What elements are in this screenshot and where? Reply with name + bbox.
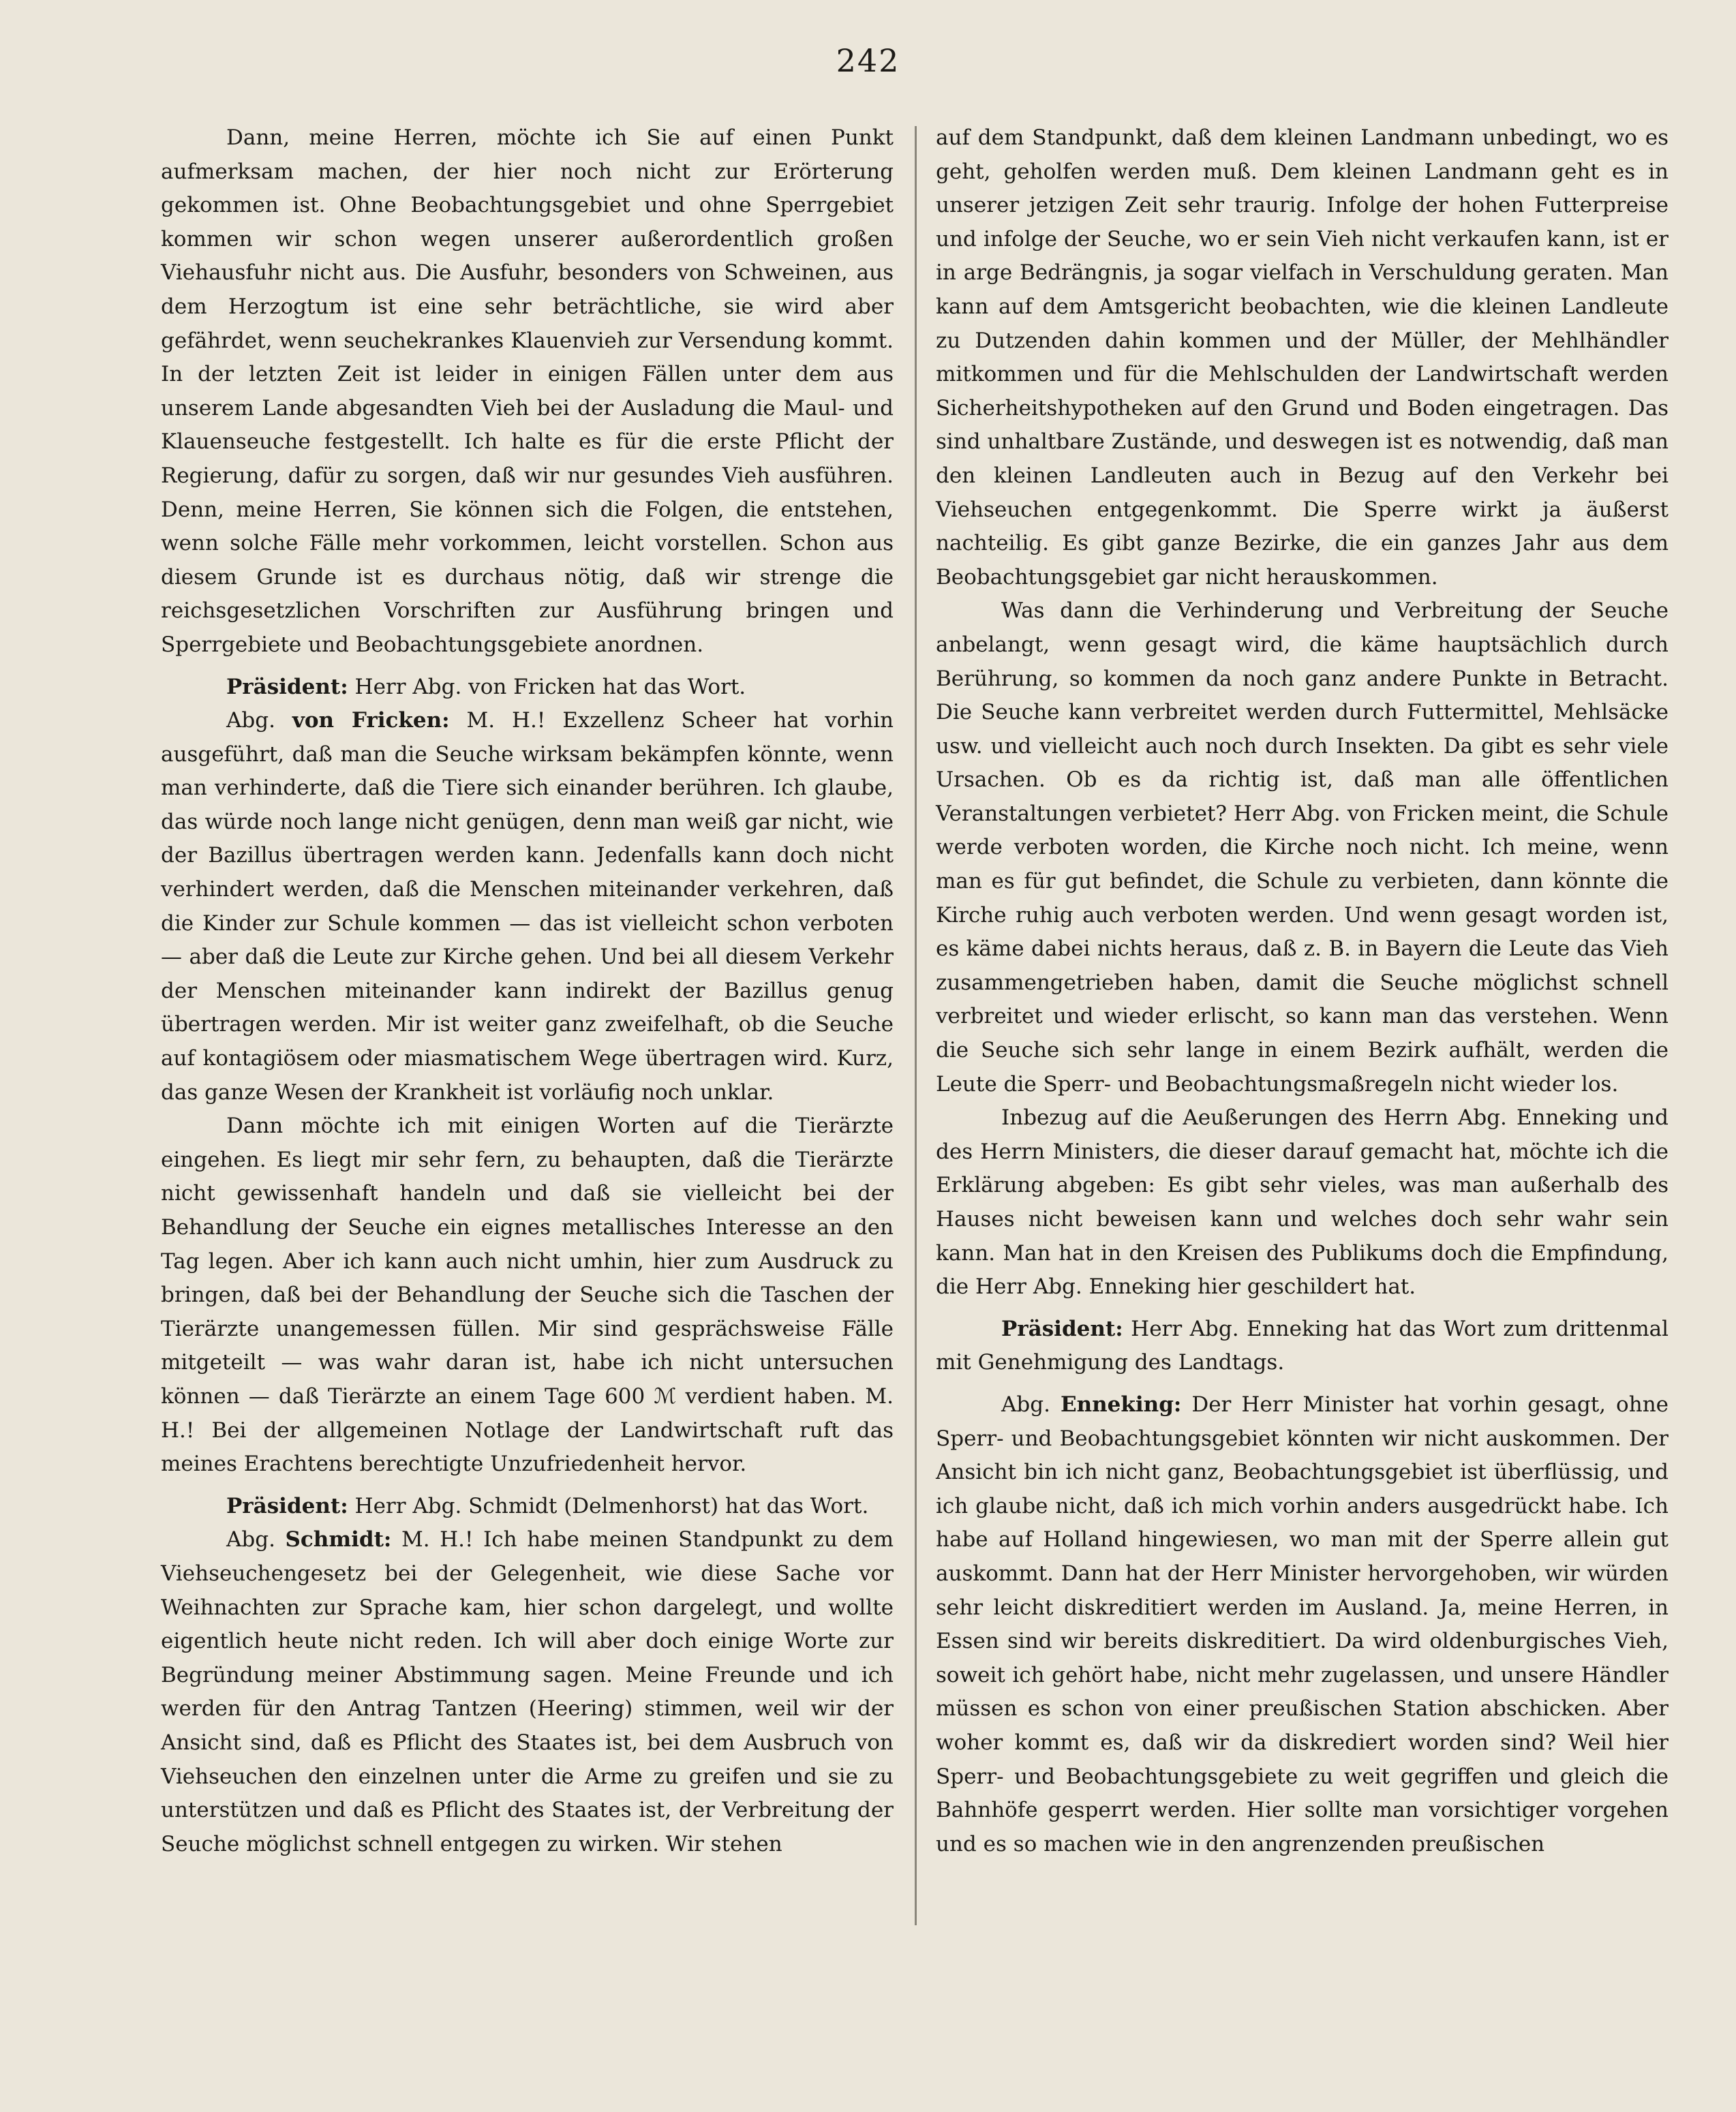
paragraph: Was dann die Verhinderung und Verbreitung der Seuche anbelangt, wenn gesagt wird, die käme hauptsächlich durch Berührung, so kommen da noch ganz andere Punkte in Betracht. Die Seuche kann verbreitet werden durch Futtermittel, Mehlsäcke usw. und vielleicht auch noch durch Insekten. Da gibt es sehr viele Ursachen. Ob es da richtig ist, daß man alle öffentlichen Veranstaltungen verbietet? Herr Abg. von Fricken meint, die Schule werde verboten worden, die Kirche noch nicht. Ich meine, wenn man es für gut befindet, die Schule zu verbieten, dann könnte die Kirche ruhig auch verboten werden. Und wenn gesagt worden ist, es käme dabei nichts heraus, daß z. B. in Bayern die Leute das Vieh zusammengetrieben haben, damit die Seuche möglichst schnell verbreitet und wieder erlischt, so kann man das verstehen. Wenn die Seuche sich sehr lange in einem Bezirk aufhält, werden die Leute die Sperr- und Beobachtungsmaßregeln nicht wieder los. xyxy=(936,598,1669,1097)
right-column xyxy=(936,121,1669,1861)
paragraph: Inbezug auf die Aeußerungen des Herrn Abg. Enneking und des Herrn Ministers, die dieser darauf gemacht hat, möchte ich die Erklärung abgeben: Es gibt sehr vieles, was man außerhalb des Hauses nicht beweisen kann und welches doch sehr wahr sein kann. Man hat in den Kreisen des Publikums doch die Empfindung, die Herr Abg. Enneking hier geschildert hat. xyxy=(936,1105,1669,1300)
speaker-name: Präsident: xyxy=(1001,1316,1123,1341)
speech-paragraph xyxy=(161,704,894,1109)
speech-text: Herr Abg. von Fricken hat das Wort. xyxy=(354,674,746,699)
speaker-prefix: Abg. xyxy=(226,1527,275,1552)
speech-text: Herr Abg. Schmidt (Delmenhorst) hat das Wort. xyxy=(354,1493,869,1518)
speaker-prefix: Abg. xyxy=(1001,1392,1050,1417)
left-column xyxy=(161,121,894,1861)
speech-text: Der Herr Minister hat vorhin gesagt, ohne Sperr- und Beobachtungsgebiet könnten wir nicht auskommen. Der Ansicht bin ich nicht ganz, Beobachtungsgebiet ist überflüssig, und ich glaube nicht, daß ich mich vorhin anders ausgedrückt habe. Ich habe auf Holland hingewiesen, wo man mit der Sperre allein gut auskommt. Dann hat der Herr Minister hervorgehoben, wir würden sehr leicht diskreditiert werden im Ausland. Ja, meine Herren, in Essen sind wir bereits diskreditiert. Da wird oldenburgisches Vieh, soweit ich gehört habe, nicht mehr zugelassen, und unsere Händler müssen es schon von einer preußischen Station abschicken. Aber woher kommt es, daß wir da diskrediert worden sind? Weil hier Sperr- und Beobachtungsgebiete zu weit gegriffen und gleich die Bahnhöfe gesperrt werden. Hier sollte man vorsichtiger vorgehen und es so machen wie in den angrenzenden preußischen xyxy=(936,1392,1669,1856)
speaker-prefix: Abg. xyxy=(226,708,275,733)
speech-paragraph xyxy=(936,1388,1669,1861)
speech-text: Herr Abg. Enneking hat das Wort zum drittenmal mit Genehmigung des Landtags. xyxy=(936,1316,1669,1375)
page-number: 242 xyxy=(836,42,900,79)
speaker-name: Schmidt: xyxy=(285,1527,392,1552)
speech-paragraph xyxy=(161,1490,894,1524)
speech-paragraph xyxy=(161,1523,894,1861)
speaker-name: von Fricken: xyxy=(292,708,450,733)
speech-text: M. H.! Ich habe meinen Standpunkt zu dem Viehseuchengesetz bei der Gelegenheit, wie diese Sache vor Weihnachten zur Sprache kam, hier schon dargelegt, und wollte eigentlich heute nicht reden. Ich will aber doch einige Worte zur Begründung meiner Abstimmung sagen. Meine Freunde und ich werden für den Antrag Tantzen (Heering) stimmen, weil wir der Ansicht sind, daß es Pflicht des Staates ist, bei dem Ausbruch von Viehseuchen den einzelnen unter die Arme zu greifen und sie zu unterstützen und daß es Pflicht des Staates ist, der Verbreitung der Seuche möglichst schnell entgegen zu wirken. Wir stehen xyxy=(161,1527,894,1856)
speaker-name: Enneking: xyxy=(1060,1392,1182,1417)
speaker-name: Präsident: xyxy=(226,1493,348,1518)
paragraph: Dann, meine Herren, möchte ich Sie auf einen Punkt aufmerksam machen, der hier noch nicht zur Erörterung gekommen ist. Ohne Beobachtungsgebiet und ohne Sperrgebiet kommen wir schon wegen unserer außerordentlich großen Viehausfuhr nicht aus. Die Ausfuhr, besonders von Schweinen, aus dem Herzogtum ist eine sehr beträchtliche, sie wird aber gefährdet, wenn seuchekrankes Klauenvieh zur Versendung kommt. In der letzten Zeit ist leider in einigen Fällen unter dem aus unserem Lande abgesandten Vieh bei der Ausladung die Maul- und Klauenseuche festgestellt. Ich halte es für die erste Pflicht der Regierung, dafür zu sorgen, daß wir nur gesundes Vieh ausführen. Denn, meine Herren, Sie können sich die Folgen, die entstehen, wenn solche Fälle mehr vorkommen, leicht vorstellen. Schon aus diesem Grunde ist es durchaus nötig, daß wir strenge die reichsgesetzlichen Vorschriften zur Ausführung bringen und Sperrgebiete und Beobachtungsgebiete anordnen. xyxy=(161,125,894,657)
speech-paragraph xyxy=(936,1313,1669,1380)
speaker-name: Präsident: xyxy=(226,674,348,699)
paragraph: auf dem Standpunkt, daß dem kleinen Landmann unbedingt, wo es geht, geholfen werden muß. Dem kleinen Landmann geht es in unserer jetzigen Zeit sehr traurig. Infolge der hohen Futterpreise und infolge der Seuche, wo er sein Vieh nicht verkaufen kann, ist er in arge Bedrängnis, ja sogar vielfach in Verschuldung geraten. Man kann auf dem Amtsgericht beobachten, wie die kleinen Landleute zu Dutzenden dahin kommen und der Müller, der Mehlhändler mitkommen und für die Mehlschulden der Landwirtschaft werden Sicherheitshypotheken auf den Grund und Boden eingetragen. Das sind unhaltbare Zustände, und deswegen ist es notwendig, daß man den kleinen Landleuten auch in Bezug auf den Verkehr bei Viehseuchen entgegenkommt. Die Sperre wirkt ja äußerst nachteilig. Es gibt ganze Bezirke, die ein ganzes Jahr aus dem Beobachtungsgebiet gar nicht herauskommen. xyxy=(936,125,1669,590)
paragraph: Dann möchte ich mit einigen Worten auf die Tierärzte eingehen. Es liegt mir sehr fern, zu behaupten, daß die Tierärzte nicht gewissenhaft handeln und daß sie vielleicht bei der Behandlung der Seuche ein eignes metallisches Interesse an den Tag legen. Aber ich kann auch nicht umhin, hier zum Ausdruck zu bringen, daß bei der Behandlung der Seuche sich die Taschen der Tierärzte unangemessen füllen. Mir sind gesprächsweise Fälle mitgeteilt — was wahr daran ist, habe ich nicht untersuchen können — daß Tierärzte an einem Tage 600 ℳ verdient haben. M. H.! Bei der allgemeinen Notlage der Landwirtschaft ruft das meines Erachtens berechtigte Unzufriedenheit hervor. xyxy=(161,1114,894,1477)
column-divider xyxy=(915,126,917,1925)
speech-text: M. H.! Exzellenz Scheer hat vorhin ausgeführt, daß man die Seuche wirksam bekämpfen könnte, wenn man verhinderte, daß die Tiere sich einander berühren. Ich glaube, das würde noch lange nicht genügen, denn man weiß gar nicht, wie der Bazillus übertragen werden kann. Jedenfalls kann doch nicht verhindert werden, daß die Menschen miteinander verkehren, daß die Kinder zur Schule kommen — das ist vielleicht schon verboten — aber daß die Leute zur Kirche gehen. Und bei all diesem Verkehr der Menschen miteinander kann indirekt der Bazillus genug übertragen werden. Mir ist weiter ganz zweifelhaft, ob die Seuche auf kontagiösem oder miasmatischem Wege übertragen wird. Kurz, das ganze Wesen der Krankheit ist vorläufig noch unklar. xyxy=(161,708,894,1105)
speech-paragraph xyxy=(161,671,894,705)
